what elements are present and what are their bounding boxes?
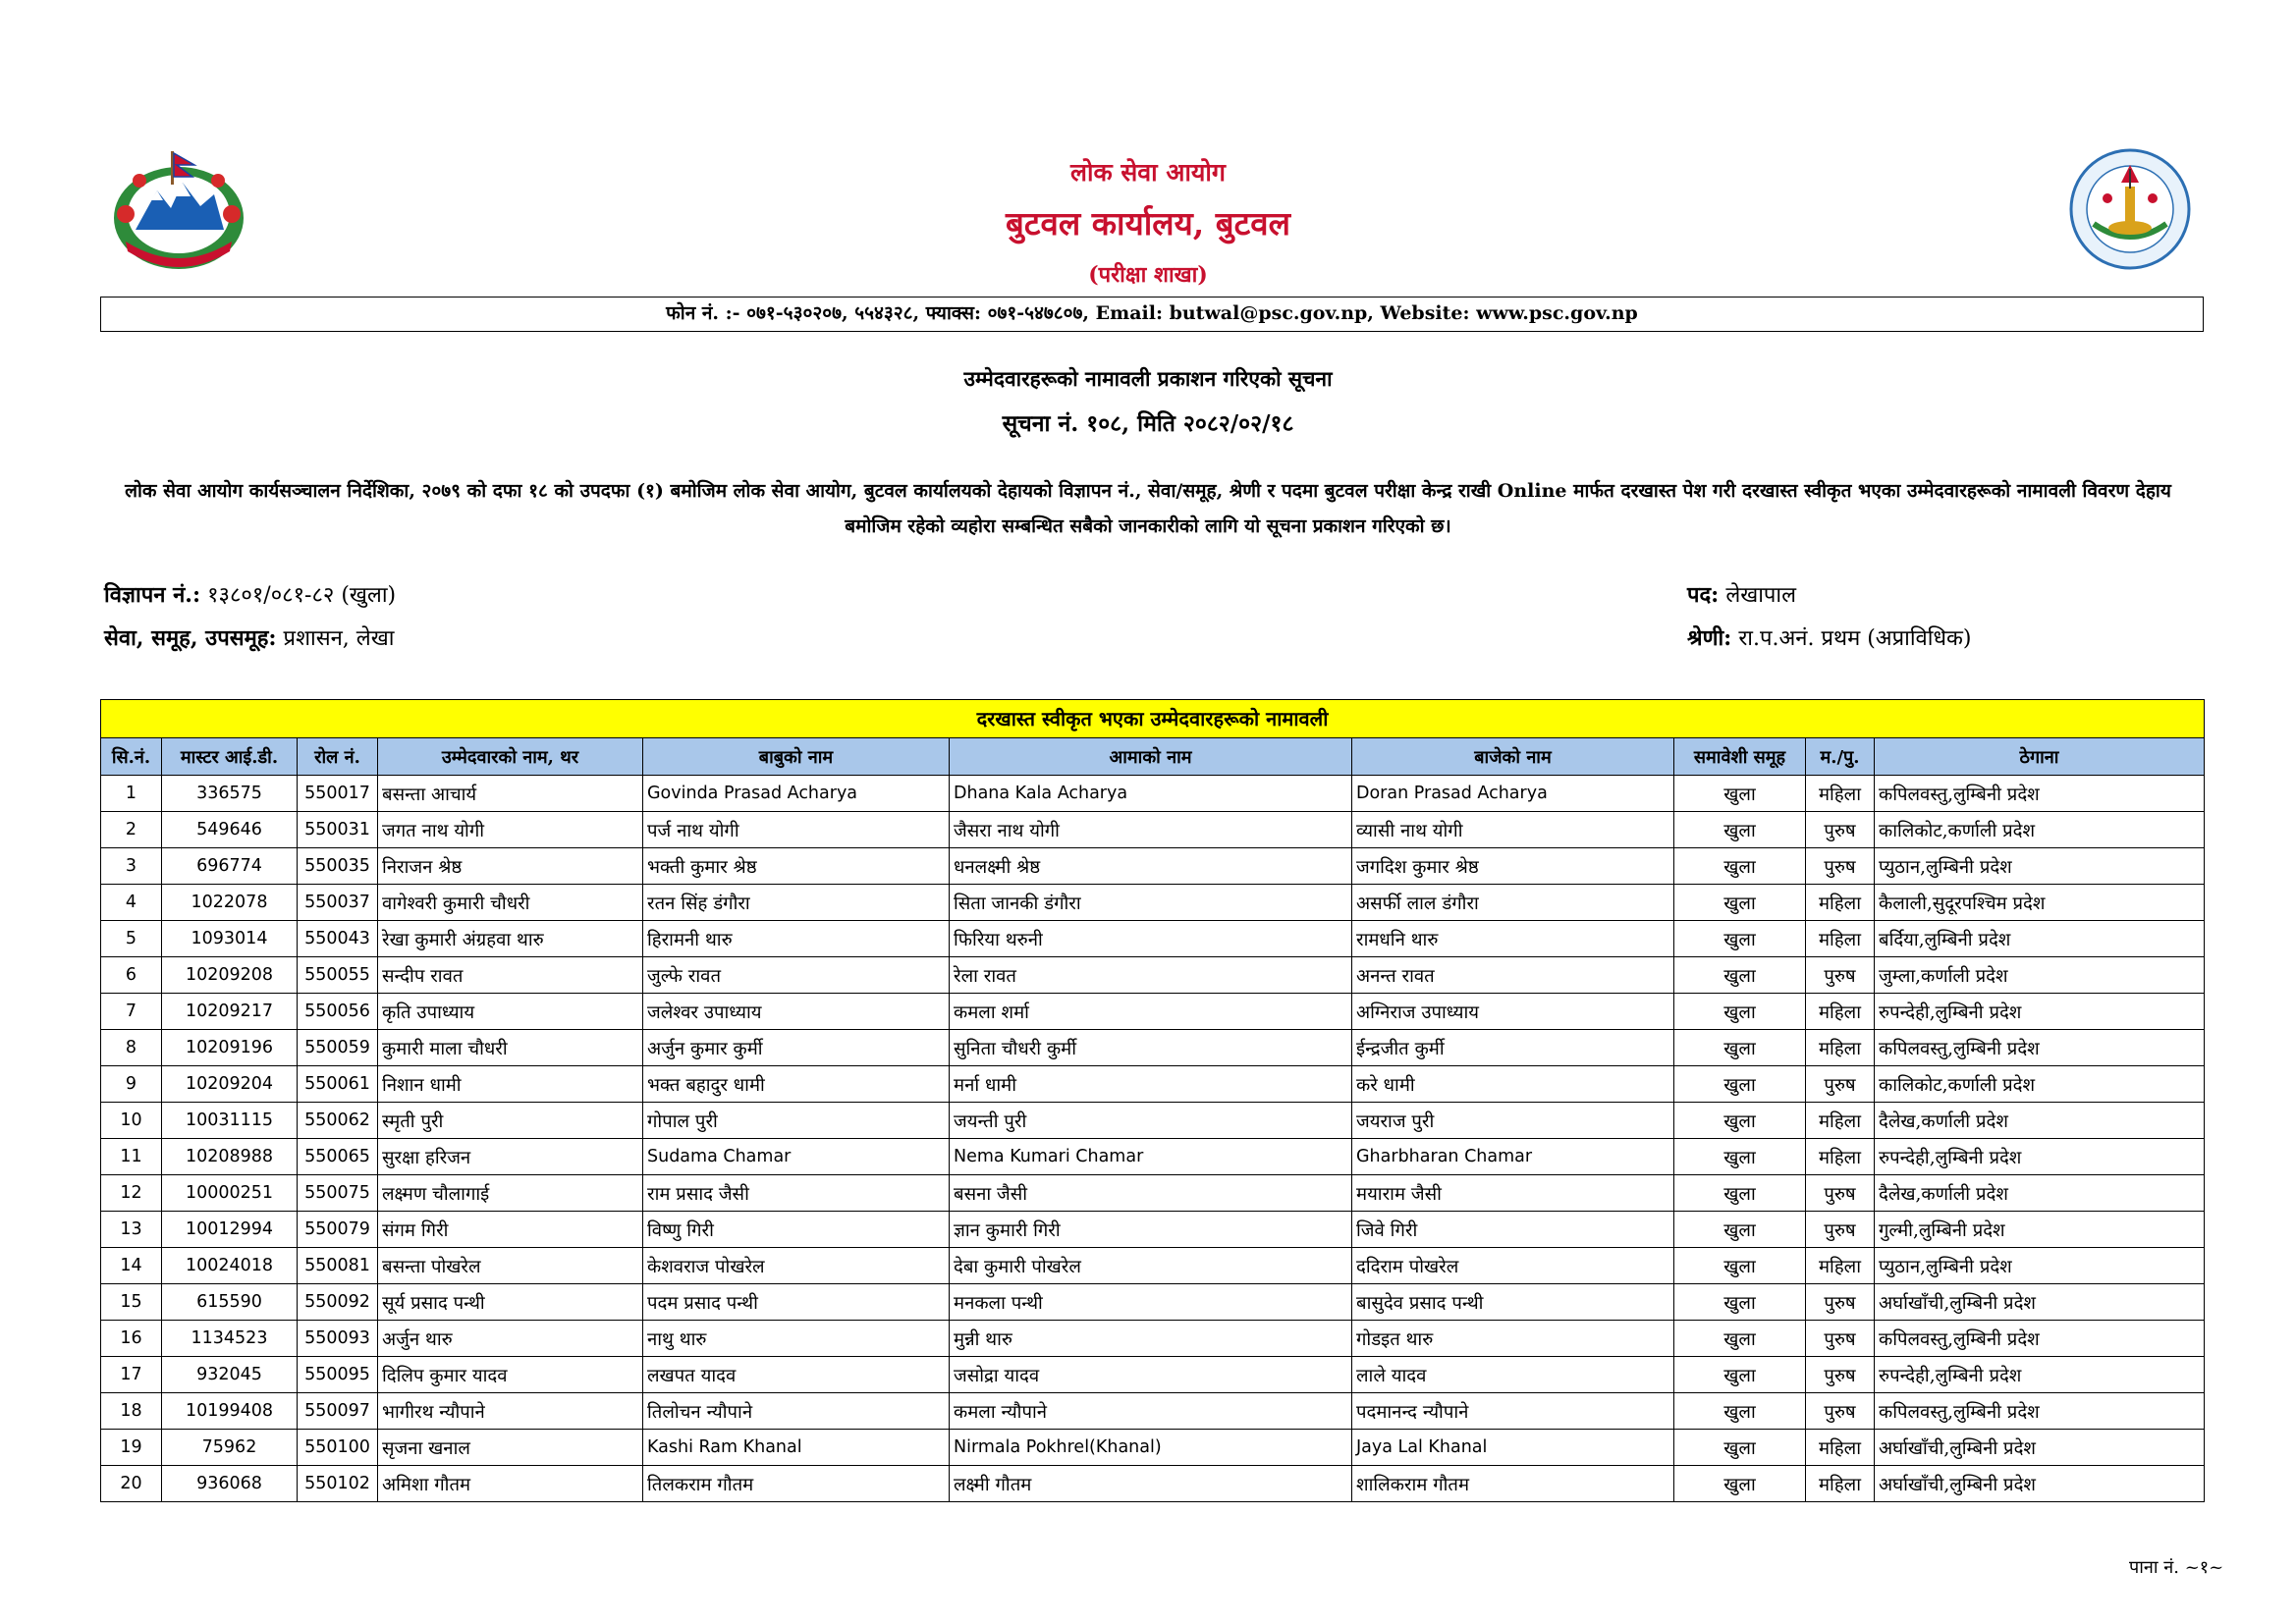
cell-roll-number: 550031 <box>298 812 378 848</box>
cell-master-id: 10024018 <box>162 1248 298 1284</box>
cell-mother-name: ज्ञान कुमारी गिरी <box>950 1212 1352 1248</box>
cell-grandfather-name: ददिराम पोखरेल <box>1352 1248 1674 1284</box>
cell-father-name: तिलकराम गौतम <box>643 1466 950 1502</box>
cell-candidate-name: संगम गिरी <box>378 1212 643 1248</box>
notice-number-date: सूचना नं. १०८, मिति २०८२/०२/१८ <box>1002 410 1294 437</box>
cell-serial: 2 <box>101 812 162 848</box>
cell-serial: 13 <box>101 1212 162 1248</box>
cell-gender: महिला <box>1806 1139 1875 1175</box>
cell-roll-number: 550100 <box>298 1430 378 1466</box>
notice-title: उम्मेदवारहरूको नामावली प्रकाशन गरिएको सूचना <box>963 366 1333 391</box>
service-value: प्रशासन, लेखा <box>283 626 395 651</box>
cell-mother-name: देबा कुमारी पोखरेल <box>950 1248 1352 1284</box>
cell-candidate-name: कुमारी माला चौधरी <box>378 1030 643 1066</box>
cell-serial: 8 <box>101 1030 162 1066</box>
cell-grandfather-name: असर्फी लाल डंगौरा <box>1352 885 1674 921</box>
table-row <box>101 776 2205 812</box>
cell-master-id: 10209208 <box>162 957 298 994</box>
cell-mother-name: लक्ष्मी गौतम <box>950 1466 1352 1502</box>
cell-mother-name: जैसरा नाथ योगी <box>950 812 1352 848</box>
table-row <box>101 921 2205 957</box>
cell-grandfather-name: Jaya Lal Khanal <box>1352 1430 1674 1466</box>
cell-serial: 12 <box>101 1175 162 1212</box>
cell-roll-number: 550035 <box>298 848 378 885</box>
cell-master-id: 615590 <box>162 1284 298 1321</box>
cell-master-id: 336575 <box>162 776 298 812</box>
header-roll-number: रोल नं. <box>298 738 378 776</box>
cell-grandfather-name: गोडइत थारु <box>1352 1321 1674 1357</box>
cell-mother-name: जसोद्रा यादव <box>950 1357 1352 1393</box>
cell-roll-number: 550097 <box>298 1393 378 1430</box>
cell-gender: महिला <box>1806 1248 1875 1284</box>
cell-gender: पुरुष <box>1806 848 1875 885</box>
cell-father-name: Sudama Chamar <box>643 1139 950 1175</box>
cell-inclusive-group: खुला <box>1674 885 1806 921</box>
cell-master-id: 10208988 <box>162 1139 298 1175</box>
cell-gender: पुरुष <box>1806 1066 1875 1103</box>
cell-serial: 10 <box>101 1103 162 1139</box>
cell-address: कपिलवस्तु,लुम्बिनी प्रदेश <box>1875 776 2205 812</box>
cell-inclusive-group: खुला <box>1674 848 1806 885</box>
cell-father-name: रतन सिंह डंगौरा <box>643 885 950 921</box>
cell-father-name: भक्त बहादुर धामी <box>643 1066 950 1103</box>
cell-father-name: Kashi Ram Khanal <box>643 1430 950 1466</box>
cell-roll-number: 550095 <box>298 1357 378 1393</box>
table-row <box>101 1066 2205 1103</box>
cell-master-id: 936068 <box>162 1466 298 1502</box>
cell-address: बर्दिया,लुम्बिनी प्रदेश <box>1875 921 2205 957</box>
cell-mother-name: धनलक्ष्मी श्रेष्ठ <box>950 848 1352 885</box>
cell-candidate-name: दिलिप कुमार यादव <box>378 1357 643 1393</box>
cell-father-name: भक्ती कुमार श्रेष्ठ <box>643 848 950 885</box>
table-row <box>101 848 2205 885</box>
cell-roll-number: 550061 <box>298 1066 378 1103</box>
header-gender: म./पु. <box>1806 738 1875 776</box>
candidate-table <box>100 699 2205 1502</box>
header-inclusive-group: समावेशी समूह <box>1674 738 1806 776</box>
cell-inclusive-group: खुला <box>1674 1066 1806 1103</box>
cell-grandfather-name: जगदिश कुमार श्रेष्ठ <box>1352 848 1674 885</box>
cell-father-name: नाथु थारु <box>643 1321 950 1357</box>
cell-roll-number: 550043 <box>298 921 378 957</box>
cell-father-name: अर्जुन कुमार कुर्मी <box>643 1030 950 1066</box>
table-row <box>101 1030 2205 1066</box>
cell-address: अर्घाखाँची,लुम्बिनी प्रदेश <box>1875 1466 2205 1502</box>
cell-mother-name: Dhana Kala Acharya <box>950 776 1352 812</box>
table-row <box>101 885 2205 921</box>
cell-serial: 11 <box>101 1139 162 1175</box>
cell-gender: पुरुष <box>1806 812 1875 848</box>
contact-info: फोन नं. :- ०७१-५३०२०७, ५५४३२८, फ्याक्स: ०७१-५४७८०७, Email: butwal@psc.gov.np, Website: www.psc.gov.np <box>100 297 2204 332</box>
cell-candidate-name: अमिशा गौतम <box>378 1466 643 1502</box>
cell-serial: 16 <box>101 1321 162 1357</box>
table-row <box>101 1212 2205 1248</box>
cell-master-id: 10031115 <box>162 1103 298 1139</box>
advertisement-label: विज्ञापन नं.: <box>104 582 201 608</box>
cell-candidate-name: सन्दीप रावत <box>378 957 643 994</box>
cell-address: रुपन्देही,लुम्बिनी प्रदेश <box>1875 1139 2205 1175</box>
cell-inclusive-group: खुला <box>1674 1248 1806 1284</box>
cell-gender: पुरुष <box>1806 1393 1875 1430</box>
cell-candidate-name: भागीरथ न्यौपाने <box>378 1393 643 1430</box>
cell-inclusive-group: खुला <box>1674 1103 1806 1139</box>
cell-master-id: 10000251 <box>162 1175 298 1212</box>
cell-address: गुल्मी,लुम्बिनी प्रदेश <box>1875 1212 2205 1248</box>
cell-grandfather-name: लाले यादव <box>1352 1357 1674 1393</box>
cell-candidate-name: बसन्ता पोखरेल <box>378 1248 643 1284</box>
cell-candidate-name: जगत नाथ योगी <box>378 812 643 848</box>
cell-candidate-name: लक्ष्मण चौलागाई <box>378 1175 643 1212</box>
cell-address: दैलेख,कर्णाली प्रदेश <box>1875 1175 2205 1212</box>
level-value: रा.प.अनं. प्रथम (अप्राविधिक) <box>1738 626 1972 651</box>
cell-mother-name: मर्ना धामी <box>950 1066 1352 1103</box>
cell-father-name: जलेश्वर उपाध्याय <box>643 994 950 1030</box>
cell-address: अर्घाखाँची,लुम्बिनी प्रदेश <box>1875 1430 2205 1466</box>
cell-address: प्युठान,लुम्बिनी प्रदेश <box>1875 848 2205 885</box>
cell-gender: पुरुष <box>1806 1357 1875 1393</box>
cell-roll-number: 550037 <box>298 885 378 921</box>
cell-inclusive-group: खुला <box>1674 921 1806 957</box>
cell-serial: 7 <box>101 994 162 1030</box>
cell-grandfather-name: Gharbharan Chamar <box>1352 1139 1674 1175</box>
table-row <box>101 1248 2205 1284</box>
cell-roll-number: 550065 <box>298 1139 378 1175</box>
cell-inclusive-group: खुला <box>1674 1466 1806 1502</box>
cell-mother-name: Nema Kumari Chamar <box>950 1139 1352 1175</box>
cell-roll-number: 550081 <box>298 1248 378 1284</box>
cell-mother-name: बसना जैसी <box>950 1175 1352 1212</box>
cell-gender: पुरुष <box>1806 1175 1875 1212</box>
cell-inclusive-group: खुला <box>1674 994 1806 1030</box>
cell-master-id: 10012994 <box>162 1212 298 1248</box>
cell-mother-name: सिता जानकी डंगौरा <box>950 885 1352 921</box>
cell-candidate-name: निशान धामी <box>378 1066 643 1103</box>
cell-address: कैलाली,सुदूरपश्चिम प्रदेश <box>1875 885 2205 921</box>
table-row <box>101 1321 2205 1357</box>
cell-inclusive-group: खुला <box>1674 812 1806 848</box>
cell-address: रुपन्देही,लुम्बिनी प्रदेश <box>1875 1357 2205 1393</box>
cell-father-name: Govinda Prasad Acharya <box>643 776 950 812</box>
table-row <box>101 1430 2205 1466</box>
cell-serial: 1 <box>101 776 162 812</box>
cell-mother-name: मुन्नी थारु <box>950 1321 1352 1357</box>
cell-serial: 4 <box>101 885 162 921</box>
cell-mother-name: रेला रावत <box>950 957 1352 994</box>
cell-master-id: 75962 <box>162 1430 298 1466</box>
service-group <box>104 623 394 652</box>
post <box>1687 579 1796 609</box>
table-row <box>101 1103 2205 1139</box>
cell-inclusive-group: खुला <box>1674 1430 1806 1466</box>
cell-candidate-name: सृजना खनाल <box>378 1430 643 1466</box>
cell-address: दैलेख,कर्णाली प्रदेश <box>1875 1103 2205 1139</box>
cell-mother-name: Nirmala Pokhrel(Khanal) <box>950 1430 1352 1466</box>
cell-address: अर्घाखाँची,लुम्बिनी प्रदेश <box>1875 1284 2205 1321</box>
cell-master-id: 932045 <box>162 1357 298 1393</box>
cell-address: रुपन्देही,लुम्बिनी प्रदेश <box>1875 994 2205 1030</box>
cell-gender: पुरुष <box>1806 1284 1875 1321</box>
cell-master-id: 696774 <box>162 848 298 885</box>
cell-gender: महिला <box>1806 776 1875 812</box>
cell-grandfather-name: बासुदेव प्रसाद पन्थी <box>1352 1284 1674 1321</box>
cell-master-id: 10209217 <box>162 994 298 1030</box>
cell-candidate-name: रेखा कुमारी अंग्रहवा थारु <box>378 921 643 957</box>
cell-address: जुम्ला,कर्णाली प्रदेश <box>1875 957 2205 994</box>
cell-roll-number: 550079 <box>298 1212 378 1248</box>
cell-inclusive-group: खुला <box>1674 957 1806 994</box>
table-body <box>101 776 2205 1502</box>
cell-gender: महिला <box>1806 994 1875 1030</box>
cell-inclusive-group: खुला <box>1674 1357 1806 1393</box>
cell-master-id: 1022078 <box>162 885 298 921</box>
cell-master-id: 549646 <box>162 812 298 848</box>
cell-gender: महिला <box>1806 1103 1875 1139</box>
cell-serial: 15 <box>101 1284 162 1321</box>
cell-inclusive-group: खुला <box>1674 1284 1806 1321</box>
cell-address: कालिकोट,कर्णाली प्रदेश <box>1875 812 2205 848</box>
cell-grandfather-name: व्यासी नाथ योगी <box>1352 812 1674 848</box>
cell-serial: 17 <box>101 1357 162 1393</box>
cell-candidate-name: बसन्ता आचार्य <box>378 776 643 812</box>
table-title: दरखास्त स्वीकृत भएका उम्मेदवारहरूको नामावली <box>100 699 2205 737</box>
table-row <box>101 812 2205 848</box>
cell-grandfather-name: पदमानन्द न्यौपाने <box>1352 1393 1674 1430</box>
cell-candidate-name: वागेश्वरी कुमारी चौधरी <box>378 885 643 921</box>
cell-serial: 18 <box>101 1393 162 1430</box>
cell-gender: महिला <box>1806 1430 1875 1466</box>
cell-master-id: 10209196 <box>162 1030 298 1066</box>
table-row <box>101 1139 2205 1175</box>
table-row <box>101 994 2205 1030</box>
cell-inclusive-group: खुला <box>1674 1175 1806 1212</box>
level <box>1687 623 1971 652</box>
cell-grandfather-name: अनन्त रावत <box>1352 957 1674 994</box>
cell-grandfather-name: ईन्द्रजीत कुर्मी <box>1352 1030 1674 1066</box>
cell-master-id: 10209204 <box>162 1066 298 1103</box>
cell-father-name: पदम प्रसाद पन्थी <box>643 1284 950 1321</box>
cell-inclusive-group: खुला <box>1674 1393 1806 1430</box>
level-label: श्रेणी: <box>1687 625 1732 651</box>
cell-father-name: हिरामनी थारु <box>643 921 950 957</box>
cell-grandfather-name: रामधनि थारु <box>1352 921 1674 957</box>
cell-roll-number: 550093 <box>298 1321 378 1357</box>
cell-father-name: पर्ज नाथ योगी <box>643 812 950 848</box>
candidate-list <box>100 699 2204 1502</box>
cell-roll-number: 550075 <box>298 1175 378 1212</box>
cell-roll-number: 550055 <box>298 957 378 994</box>
cell-candidate-name: स्मृती पुरी <box>378 1103 643 1139</box>
table-row <box>101 1175 2205 1212</box>
cell-father-name: तिलोचन न्यौपाने <box>643 1393 950 1430</box>
service-label: सेवा, समूह, उपसमूह: <box>104 625 277 651</box>
advertisement-value: १३८०१/०८१-८२ (खुला) <box>207 583 397 608</box>
cell-mother-name: कमला न्यौपाने <box>950 1393 1352 1430</box>
cell-mother-name: फिरिया थरुनी <box>950 921 1352 957</box>
cell-address: कपिलवस्तु,लुम्बिनी प्रदेश <box>1875 1393 2205 1430</box>
table-row <box>101 1466 2205 1502</box>
cell-father-name: विष्णु गिरी <box>643 1212 950 1248</box>
cell-roll-number: 550092 <box>298 1284 378 1321</box>
cell-serial: 3 <box>101 848 162 885</box>
cell-gender: महिला <box>1806 885 1875 921</box>
cell-father-name: जुल्फे रावत <box>643 957 950 994</box>
advertisement-number <box>104 579 396 609</box>
cell-candidate-name: निराजन श्रेष्ठ <box>378 848 643 885</box>
cell-gender: पुरुष <box>1806 1321 1875 1357</box>
header-father-name: बाबुको नाम <box>643 738 950 776</box>
page-number: पाना नं. ~१~ <box>2129 1557 2224 1578</box>
header-serial: सि.नं. <box>101 738 162 776</box>
cell-candidate-name: सूर्य प्रसाद पन्थी <box>378 1284 643 1321</box>
cell-inclusive-group: खुला <box>1674 1212 1806 1248</box>
cell-master-id: 10199408 <box>162 1393 298 1430</box>
cell-mother-name: कमला शर्मा <box>950 994 1352 1030</box>
cell-serial: 5 <box>101 921 162 957</box>
cell-father-name: लखपत यादव <box>643 1357 950 1393</box>
cell-inclusive-group: खुला <box>1674 776 1806 812</box>
post-value: लेखापाल <box>1725 583 1797 608</box>
cell-father-name: राम प्रसाद जैसी <box>643 1175 950 1212</box>
cell-master-id: 1093014 <box>162 921 298 957</box>
cell-gender: महिला <box>1806 1030 1875 1066</box>
table-row <box>101 1284 2205 1321</box>
header-master-id: मास्टर आई.डी. <box>162 738 298 776</box>
cell-grandfather-name: जयराज पुरी <box>1352 1103 1674 1139</box>
cell-gender: महिला <box>1806 1466 1875 1502</box>
table-row <box>101 1357 2205 1393</box>
cell-grandfather-name: Doran Prasad Acharya <box>1352 776 1674 812</box>
cell-serial: 20 <box>101 1466 162 1502</box>
cell-mother-name: जयन्ती पुरी <box>950 1103 1352 1139</box>
header-grandfather-name: बाजेको नाम <box>1352 738 1674 776</box>
cell-candidate-name: कृति उपाध्याय <box>378 994 643 1030</box>
cell-grandfather-name: मयाराम जैसी <box>1352 1175 1674 1212</box>
cell-master-id: 1134523 <box>162 1321 298 1357</box>
cell-candidate-name: सुरक्षा हरिजन <box>378 1139 643 1175</box>
cell-roll-number: 550062 <box>298 1103 378 1139</box>
cell-gender: पुरुष <box>1806 957 1875 994</box>
cell-candidate-name: अर्जुन थारु <box>378 1321 643 1357</box>
cell-inclusive-group: खुला <box>1674 1030 1806 1066</box>
cell-father-name: गोपाल पुरी <box>643 1103 950 1139</box>
table-row <box>101 957 2205 994</box>
notice-body: लोक सेवा आयोग कार्यसञ्चालन निर्देशिका, २०७९ को दफा १८ को उपदफा (१) बमोजिम लोक सेवा आयोग, बुटवल कार्यालयको देहायको विज्ञापन नं., सेवा/समूह, श्रेणी र पदमा बुटवल परीक्षा केन्द्र राखी Online मार्फत दरखास्त पेश गरी दरखास्त स्वीकृत भएका उम्मेदवारहरूको नामावली विवरण देहाय बमोजिम रहेको व्यहोरा सम्बन्धित सबैको जानकारीको लागि यो सूचना प्रकाशन गरिएको छ। <box>125 480 2171 537</box>
cell-roll-number: 550017 <box>298 776 378 812</box>
cell-serial: 14 <box>101 1248 162 1284</box>
cell-roll-number: 550059 <box>298 1030 378 1066</box>
cell-grandfather-name: अग्निराज उपाध्याय <box>1352 994 1674 1030</box>
office-name: बुटवल कार्यालय, बुटवल <box>1006 204 1290 243</box>
cell-grandfather-name: जिवे गिरी <box>1352 1212 1674 1248</box>
cell-serial: 9 <box>101 1066 162 1103</box>
header-mother-name: आमाको नाम <box>950 738 1352 776</box>
cell-address: प्युठान,लुम्बिनी प्रदेश <box>1875 1248 2205 1284</box>
cell-serial: 19 <box>101 1430 162 1466</box>
cell-inclusive-group: खुला <box>1674 1139 1806 1175</box>
cell-grandfather-name: शालिकराम गौतम <box>1352 1466 1674 1502</box>
cell-gender: पुरुष <box>1806 1212 1875 1248</box>
header-candidate-name: उम्मेदवारको नाम, थर <box>378 738 643 776</box>
cell-roll-number: 550056 <box>298 994 378 1030</box>
cell-address: कपिलवस्तु,लुम्बिनी प्रदेश <box>1875 1321 2205 1357</box>
cell-roll-number: 550102 <box>298 1466 378 1502</box>
cell-gender: महिला <box>1806 921 1875 957</box>
cell-mother-name: सुनिता चौधरी कुर्मी <box>950 1030 1352 1066</box>
table-row <box>101 1393 2205 1430</box>
cell-mother-name: मनकला पन्थी <box>950 1284 1352 1321</box>
table-header-row <box>101 738 2205 776</box>
branch-name: (परीक्षा शाखा) <box>1088 262 1208 288</box>
cell-address: कालिकोट,कर्णाली प्रदेश <box>1875 1066 2205 1103</box>
post-label: पद: <box>1687 582 1720 608</box>
cell-father-name: केशवराज पोखरेल <box>643 1248 950 1284</box>
cell-grandfather-name: करे धामी <box>1352 1066 1674 1103</box>
organization-name: लोक सेवा आयोग <box>1070 158 1226 187</box>
header-address: ठेगाना <box>1875 738 2205 776</box>
cell-inclusive-group: खुला <box>1674 1321 1806 1357</box>
cell-serial: 6 <box>101 957 162 994</box>
cell-address: कपिलवस्तु,लुम्बिनी प्रदेश <box>1875 1030 2205 1066</box>
